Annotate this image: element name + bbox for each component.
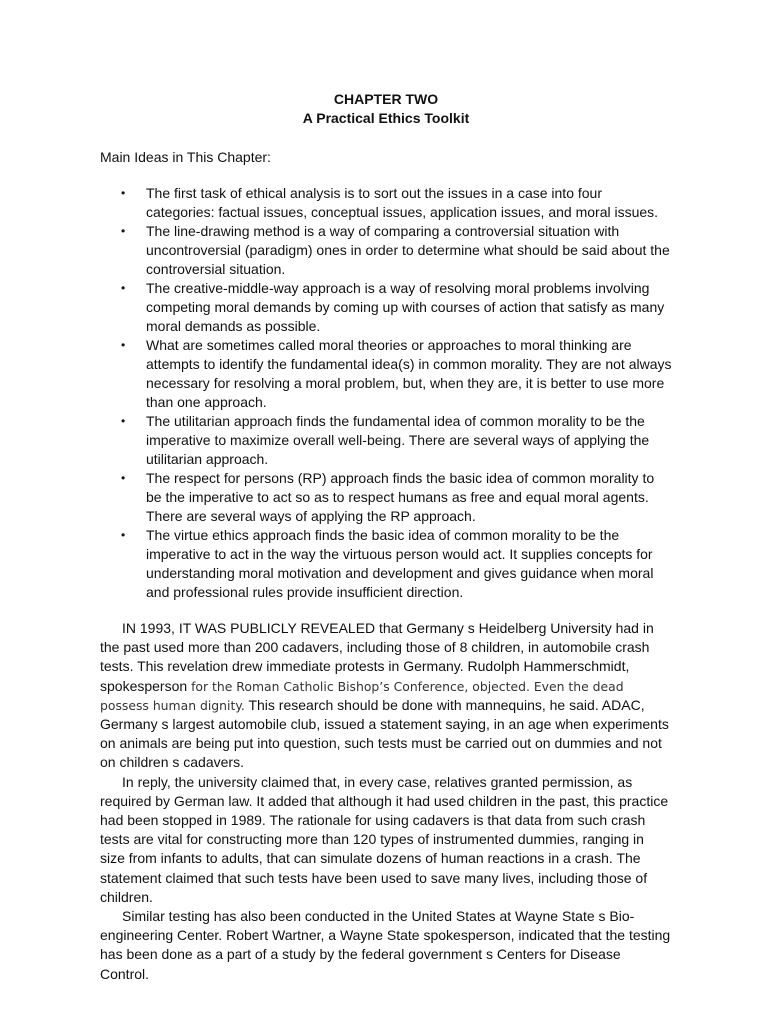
main-idea-text: The first task of ethical analysis is to sort out the issues in a case into four categories: factual issues, conceptual issues, application issues, and moral issues. [146, 185, 659, 220]
main-idea-text: The creative-middle-way approach is a way of resolving moral problems involving competing moral demands by coming up with courses of action that satisfy as many moral demands as possible. [146, 280, 665, 334]
paragraph-quote: for the Roman Catholic Bishop’s Conference, objected. Even the dead possess human dignity. [100, 678, 624, 713]
paragraph-lead-caps: IN 1993, IT WAS PUBLICLY REVEALED [122, 620, 376, 636]
body-paragraph-1 [100, 619, 672, 773]
main-idea-item [100, 526, 672, 602]
main-idea-text: The virtue ethics approach finds the basic idea of common morality to be the imperative to act in the way the virtuous person would act. It supplies concepts for understanding moral motivation and development and gives guidance when moral and professional rules provide insufficient direction. [146, 527, 654, 600]
main-idea-item [100, 184, 672, 222]
chapter-title: CHAPTER TWO [333, 91, 439, 107]
bullet-icon: • [121, 414, 126, 428]
chapter-subtitle: A Practical Ethics Toolkit [302, 110, 470, 126]
main-ideas-list [100, 184, 672, 602]
main-idea-text: What are sometimes called moral theories or approaches to moral thinking are attempts to identify the fundamental idea(s) in common morality. They are not always necessary for resolving a moral problem, but, when they are, it is better to use more than one approach. [146, 337, 672, 410]
bullet-icon: • [121, 528, 126, 542]
paragraph-text: that Germany s Heidelberg University had in the past used more than 200 cadavers, including those of 8 children, in automobile crash tests. This revelation drew immediate protests in Germany. Rudolph Hammerschmidt, spokesperson [100, 620, 654, 694]
main-idea-item [100, 469, 672, 526]
bullet-icon: • [121, 338, 126, 352]
main-idea-item [100, 279, 672, 336]
main-idea-item [100, 222, 672, 279]
paragraph-text: This research should be done with mannequins, he said. ADAC, Germany s largest automobile club, issued a statement saying, in an age when experiments on animals are being put into question, such tests must be carried out on dummies and not on children s cadavers. [100, 696, 669, 771]
main-idea-item [100, 412, 672, 469]
bullet-icon: • [121, 224, 126, 238]
main-idea-text: The respect for persons (RP) approach finds the basic idea of common morality to be the imperative to act so as to respect humans as free and equal moral agents. There are several ways of applying the RP approach. [146, 470, 655, 524]
main-idea-text: The utilitarian approach finds the fundamental idea of common morality to be the imperative to maximize overall well-being. There are several ways of applying the utilitarian approach. [146, 413, 650, 467]
body-paragraph-2: In reply, the university claimed that, in every case, relatives granted permission, as required by German law. It added that although it had used children in the past, this practice had been stopped in 1989. The rationale for using cadavers is that data from such crash tests are vital for constructing more than 120 types of instrumented dummies, ranging in size from infants to adults, that can simulate dozens of human reactions in a crash. The statement claimed that such tests have been used to save many lives, including those of children. [100, 773, 669, 905]
main-idea-text: The line-drawing method is a way of comparing a controversial situation with uncontroversial (paradigm) ones in order to determine what should be said about the controversial situation. [146, 223, 670, 277]
main-ideas-heading: Main Ideas in This Chapter: [100, 149, 271, 165]
bullet-icon: • [121, 281, 126, 295]
bullet-icon: • [121, 471, 126, 485]
bullet-icon: • [121, 186, 126, 200]
main-idea-item [100, 336, 672, 412]
body-paragraph-3: Similar testing has also been conducted in the United States at Wayne State s Bio-engineering Center. Robert Wartner, a Wayne State spokesperson, indicated that the testing has been done as a part of a study by the federal government s Centers for Disease Control. [100, 908, 671, 982]
